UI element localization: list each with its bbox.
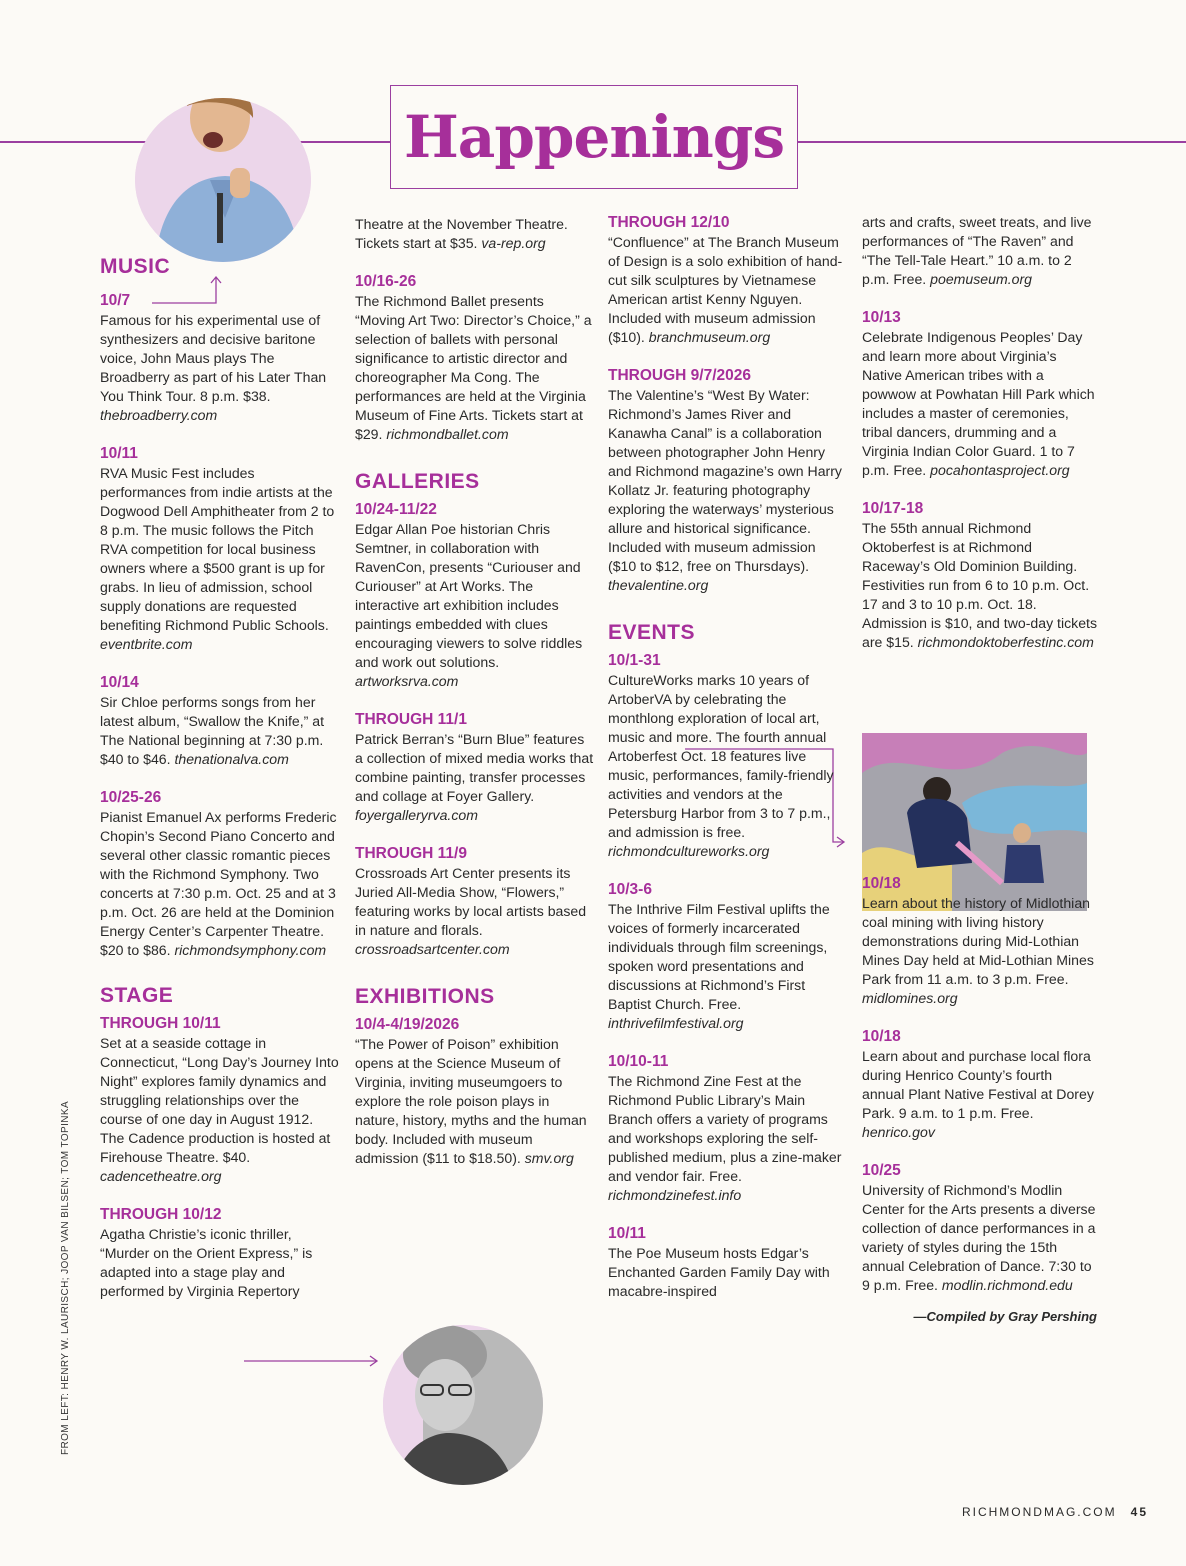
event-text: Learn about the history of Midlothian coal mining with living history demonstrations during Mid-Lothian Mines Day held at Mid-Lothian Mines Park from 11 a.m. to 3 p.m. Free. midlomines.org <box>862 895 1094 1006</box>
event-link[interactable]: branchmuseum.org <box>648 329 771 345</box>
event-text: Famous for his experimental use of synthesizers and decisive baritone voice, John Maus plays The Broadberry as part of his Later Than You Think Tour. 8 p.m. $38. thebroadberry.com <box>100 312 327 423</box>
event-date: 10/10-11 <box>608 1053 669 1070</box>
event-date: 10/3-6 <box>608 881 652 898</box>
event-date: 10/11 <box>100 445 138 462</box>
event-link[interactable]: eventbrite.com <box>100 636 193 652</box>
event-link[interactable]: richmondzinefest.info <box>608 1187 742 1203</box>
event-link[interactable]: richmondcultureworks.org <box>608 843 770 859</box>
event-date: 10/24-11/22 <box>355 501 437 518</box>
event-link[interactable]: cadencetheatre.org <box>100 1168 222 1184</box>
event-text: University of Richmond’s Modlin Center for the Arts presents a diverse collection of dance performances in a variety of styles during the 15th annual Celebration of Dance. 7:30 to 9 p.m. Free. modlin.richmond.edu <box>862 1182 1096 1293</box>
page-number: 45 <box>1130 1505 1148 1519</box>
section-music: MUSIC <box>100 255 171 278</box>
event-text: Learn about and purchase local flora during Henrico County’s fourth annual Plant Native Festival at Dorey Park. 9 a.m. to 1 p.m. Free. henrico.gov <box>862 1048 1094 1140</box>
column-3 <box>608 213 846 1301</box>
event-text: Edgar Allan Poe historian Chris Semtner, in collaboration with RavenCon, presents “Curiouser and Curiouser” at Art Works. The interactive art exhibition includes paintings embedded with clues encouraging viewers to solve riddles and work out solutions. artworksrva.com <box>355 521 583 689</box>
arrow-stage <box>242 1354 382 1368</box>
page-title: Happenings <box>404 103 784 171</box>
event-text: Set at a seaside cottage in Connecticut, “Long Day’s Journey Into Night” explores family dynamics and struggling relationships over the course of one day in August 1912. The Cadence production is hosted at Firehouse Theatre. $40. cadencetheatre.org <box>100 1035 339 1184</box>
event-text: The Poe Museum hosts Edgar’s Enchanted Garden Family Day with macabre-inspired <box>608 1245 830 1299</box>
event-date: THROUGH 12/10 <box>608 214 730 231</box>
event-link[interactable]: inthrivefilmfestival.org <box>608 1015 744 1031</box>
event-date: 10/25-26 <box>100 789 162 806</box>
column-2 <box>355 215 595 1168</box>
photo-credit: FROM LEFT: HENRY W. LAURISCH; JOOP VAN BILSEN; TOM TOPINKA <box>60 1100 71 1455</box>
event-text: The 55th annual Richmond Oktoberfest is at Richmond Raceway’s Old Dominion Building. Festivities run from 6 to 10 p.m. Oct. 17 and 3 to 10 p.m. Oct. 18. Admission is $10, and two-day tickets are $15. richmondoktoberfestinc.com <box>862 520 1098 650</box>
event-date: 10/17-18 <box>862 500 924 517</box>
event-link[interactable]: artworksrva.com <box>355 673 459 689</box>
compiled-by: —Compiled by Gray Pershing <box>913 1309 1097 1324</box>
event-date: THROUGH 11/1 <box>355 711 467 728</box>
event-text: CultureWorks marks 10 years of ArtoberVA by celebrating the monthlong exploration of local art, music and more. The fourth annual Artoberfest Oct. 18 features live music, performances, family-friendly activities and vendors at the Petersburg Harbor from 3 to 7 p.m., and admission is free. richmondcultureworks.org <box>608 672 834 859</box>
section-exhibitions: EXHIBITIONS <box>355 985 495 1008</box>
column-1 <box>100 255 340 1301</box>
event-link[interactable]: smv.org <box>524 1150 574 1166</box>
woman-photo <box>383 1325 543 1485</box>
title-box <box>390 85 798 189</box>
event-link[interactable]: thebroadberry.com <box>100 407 218 423</box>
event-link[interactable]: richmondballet.com <box>386 426 509 442</box>
event-text: arts and crafts, sweet treats, and live performances of “The Raven” and “The Tell-Tale Heart.” 10 a.m. to 2 p.m. Free. poemuseum.org <box>862 214 1092 287</box>
event-text: The Inthrive Film Festival uplifts the voices of formerly incarcerated individuals through film screenings, spoken word presentations and discussions at Richmond’s First Baptist Church. Free. inthrivefilmfestival.org <box>608 901 830 1031</box>
event-date: 10/18 <box>862 875 901 892</box>
event-text: “The Power of Poison” exhibition opens at the Science Museum of Virginia, inviting museumgoers to explore the role poison plays in nature, history, myths and the human body. Included with museum admission ($11 to $18.50). smv.org <box>355 1036 587 1166</box>
event-text: Agatha Christie’s iconic thriller, “Murder on the Orient Express,” is adapted into a stage play and performed by Virginia Repertory <box>100 1226 313 1299</box>
photo-spacer <box>862 652 1097 874</box>
event-date: 10/1-31 <box>608 652 661 669</box>
event-link[interactable]: modlin.richmond.edu <box>941 1277 1073 1293</box>
column-4 <box>862 213 1097 1324</box>
header-rule-right <box>798 141 1186 143</box>
event-link[interactable]: va-rep.org <box>481 235 546 251</box>
event-link[interactable]: crossroadsartcenter.com <box>355 941 510 957</box>
event-link[interactable]: poemuseum.org <box>930 271 1032 287</box>
singer-photo <box>135 98 311 262</box>
event-date: 10/7 <box>100 292 131 309</box>
event-link[interactable]: thevalentine.org <box>608 577 709 593</box>
event-link[interactable]: pocahontasproject.org <box>930 462 1070 478</box>
event-link[interactable]: richmondoktoberfestinc.com <box>917 634 1094 650</box>
event-text: The Richmond Ballet presents “Moving Art Two: Director’s Choice,” a selection of ballets with personal significance to artistic director and choreographer Ma Cong. The performances are held at the Virginia Museum of Fine Arts. Tickets start at $29. richmondballet.com <box>355 293 592 442</box>
event-date: 10/14 <box>100 674 139 691</box>
event-text: Patrick Berran’s “Burn Blue” features a collection of mixed media works that combine painting, transfer processes and collage at Foyer Gallery. foyergalleryrva.com <box>355 731 594 823</box>
event-text: “Confluence” at The Branch Museum of Design is a solo exhibition of hand-cut silk sculptures by Vietnamese American artist Kenny Nguyen. Included with museum admission ($10). branchmuseum.org <box>608 234 843 345</box>
event-text: Celebrate Indigenous Peoples’ Day and learn more about Virginia’s Native American tribes with a powwow at Powhatan Hill Park which includes a master of ceremonies, tribal dancers, drumming and a Virginia Indian Color Guard. 1 to 7 p.m. Free. pocahontasproject.org <box>862 329 1095 478</box>
event-text: The Valentine’s “West By Water: Richmond’s James River and Kanawha Canal” is a collaboration between photographer John Henry and Richmond magazine’s own Harry Kollatz Jr. featuring photography exploring the waterways’ mysterious allure and historical significance. Included with museum admission ($10 to $12, free on Thursdays). thevalentine.org <box>608 387 842 593</box>
event-link[interactable]: foyergalleryrva.com <box>355 807 478 823</box>
event-text: RVA Music Fest includes performances from indie artists at the Dogwood Dell Amphitheater from 2 to 8 p.m. The music follows the Pitch RVA competition for local business owners where a $500 grant is up for grabs. In lieu of admission, school supply donations are requested benefiting Richmond Public Schools. eventbrite.com <box>100 465 335 652</box>
event-date: THROUGH 10/11 <box>100 1015 221 1032</box>
site-name[interactable]: RICHMONDMAG.COM <box>961 1505 1117 1519</box>
event-date: THROUGH 11/9 <box>355 845 467 862</box>
event-link[interactable]: henrico.gov <box>862 1124 935 1140</box>
event-text: Pianist Emanuel Ax performs Frederic Chopin’s Second Piano Concerto and several other classic romantic pieces with the Richmond Symphony. Two concerts at 7:30 p.m. Oct. 25 and at 3 p.m. Oct. 26 are held at the Dominion Energy Center’s Carpenter Theatre. $20 to $86. richmondsymphony.com <box>100 809 337 958</box>
event-text: Sir Chloe performs songs from her latest album, “Swallow the Knife,” at The National beginning at 7:30 p.m. $40 to $46. thenationalva.com <box>100 694 325 767</box>
event-date: 10/16-26 <box>355 273 417 290</box>
event-date: THROUGH 9/7/2026 <box>608 367 751 384</box>
event-link[interactable]: thenationalva.com <box>174 751 289 767</box>
event-date: 10/4-4/19/2026 <box>355 1016 460 1033</box>
event-text: Crossroads Art Center presents its Juried All-Media Show, “Flowers,” featuring works by local artists based in nature and florals. crossroadsartcenter.com <box>355 865 587 957</box>
event-date: 10/25 <box>862 1162 901 1179</box>
event-date: THROUGH 10/12 <box>100 1206 222 1223</box>
event-date: 10/13 <box>862 309 901 326</box>
section-events: EVENTS <box>608 621 696 644</box>
section-stage: STAGE <box>100 984 174 1007</box>
event-text: The Richmond Zine Fest at the Richmond Public Library’s Main Branch offers a variety of programs and workshops exploring the self-published medium, plus a zine-maker and vendor fair. Free. richmondzinefest.info <box>608 1073 842 1203</box>
event-date: 10/18 <box>862 1028 901 1045</box>
section-galleries: GALLERIES <box>355 470 480 493</box>
event-link[interactable]: richmondsymphony.com <box>174 942 327 958</box>
page-footer <box>962 1505 1148 1519</box>
event-text: Theatre at the November Theatre. Tickets start at $35. va-rep.org <box>355 216 568 251</box>
event-link[interactable]: midlomines.org <box>862 990 958 1006</box>
event-date: 10/11 <box>608 1225 646 1242</box>
